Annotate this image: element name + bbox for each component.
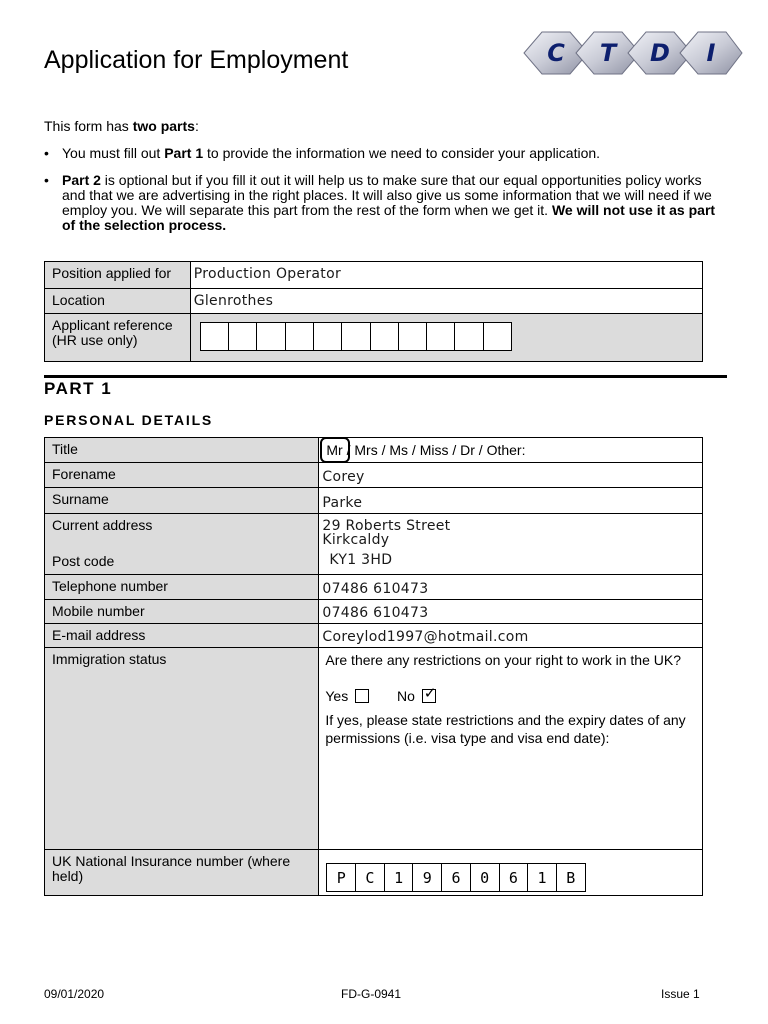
ni-field[interactable] [319,850,703,896]
restrictions-prompt: If yes, please state restrictions and the expiry dates of any permissions (i.e. visa type and visa end date): [325,712,686,746]
intro-bullet-part2: • Part 2 is optional but if you fill it out it will help us to make sure that our equal opportunities policy works and that we are advertising in the right places. It will also give us some information that we will need if we employ you. We will separate this part from the rest of the form when we get it. We will not use it as part of the selection process. [44,173,728,233]
intro-bullet-part1: • You must fill out Part 1 to provide the information we need to consider your application. [44,146,728,161]
part1-heading: PART 1 [44,379,113,398]
surname-field[interactable]: Parke [319,488,703,514]
reference-label: Applicant reference (HR use only) [45,314,191,362]
position-label: Position applied for [45,262,191,289]
reference-boxes [200,322,699,351]
title-option-selected[interactable]: Mr [326,442,343,458]
reference-field[interactable] [190,314,702,362]
ni-char: 6 [499,863,529,892]
yes-label: Yes [325,688,349,704]
ni-char: P [326,863,356,892]
ni-label: UK National Insurance number (where held) [45,850,319,896]
immigration-label: Immigration status [45,648,319,850]
intro-lead: This form has two parts: [44,118,199,134]
postcode-value: KY1 3HD [329,552,393,568]
checkmark-icon: ✓ [423,685,437,702]
address-line-1: 29 Roberts Street [322,518,451,534]
email-label: E-mail address [45,624,319,648]
title-options[interactable]: / Mrs / Ms / Miss / Dr / Other: [342,442,526,458]
title-field[interactable] [319,438,703,463]
email-field[interactable]: Coreylod1997@hotmail.com [319,624,703,648]
footer-code: FD-G-0941 [341,987,402,1001]
forename-field[interactable]: Corey [319,463,703,488]
ni-char: 9 [412,863,442,892]
location-label: Location [45,289,191,314]
telephone-field[interactable]: 07486 610473 [319,575,703,600]
intro-section [44,119,728,245]
logo-letter-i: I [706,39,716,67]
address-label: Current address [52,517,153,533]
ni-char: C [355,863,385,892]
position-field[interactable]: Production Operator [190,262,702,289]
title-label: Title [45,438,319,463]
telephone-label: Telephone number [45,575,319,600]
position-table [44,261,703,362]
address-field[interactable] [319,514,703,575]
footer-date: 09/01/2020 [44,987,105,1001]
selected-circle-mark [320,437,350,463]
page-title: Application for Employment [44,46,349,74]
part-divider [44,375,727,378]
ni-char: B [556,863,586,892]
surname-label: Surname [45,488,319,514]
logo-letter-t: T [599,39,617,67]
immigration-field [319,648,703,850]
yes-checkbox[interactable] [355,689,369,703]
ni-char: 1 [384,863,414,892]
footer-issue: Issue 1 [661,987,700,1001]
ni-char: 1 [527,863,557,892]
logo-letter-d: D [650,39,670,67]
logo-letter-c: C [547,39,565,67]
personal-details-table [44,437,703,896]
mobile-field[interactable]: 07486 610473 [319,600,703,624]
address-line-2: Kirkcaldy [322,532,390,548]
personal-details-heading: PERSONAL DETAILS [44,412,214,428]
ni-boxes [326,863,699,892]
ni-char: 0 [470,863,500,892]
ni-char: 6 [441,863,471,892]
restriction-choice [325,687,696,705]
location-field[interactable]: Glenrothes [190,289,702,314]
forename-label: Forename [45,463,319,488]
intro-bullets [44,146,728,233]
immigration-question: Are there any restrictions on your right to work in the UK? [325,652,681,668]
postcode-label: Post code [52,553,115,569]
no-label: No [397,688,415,704]
mobile-label: Mobile number [45,600,319,624]
no-checkbox[interactable] [422,685,437,703]
ctdi-logo [522,28,744,78]
address-label-cell [45,514,319,575]
